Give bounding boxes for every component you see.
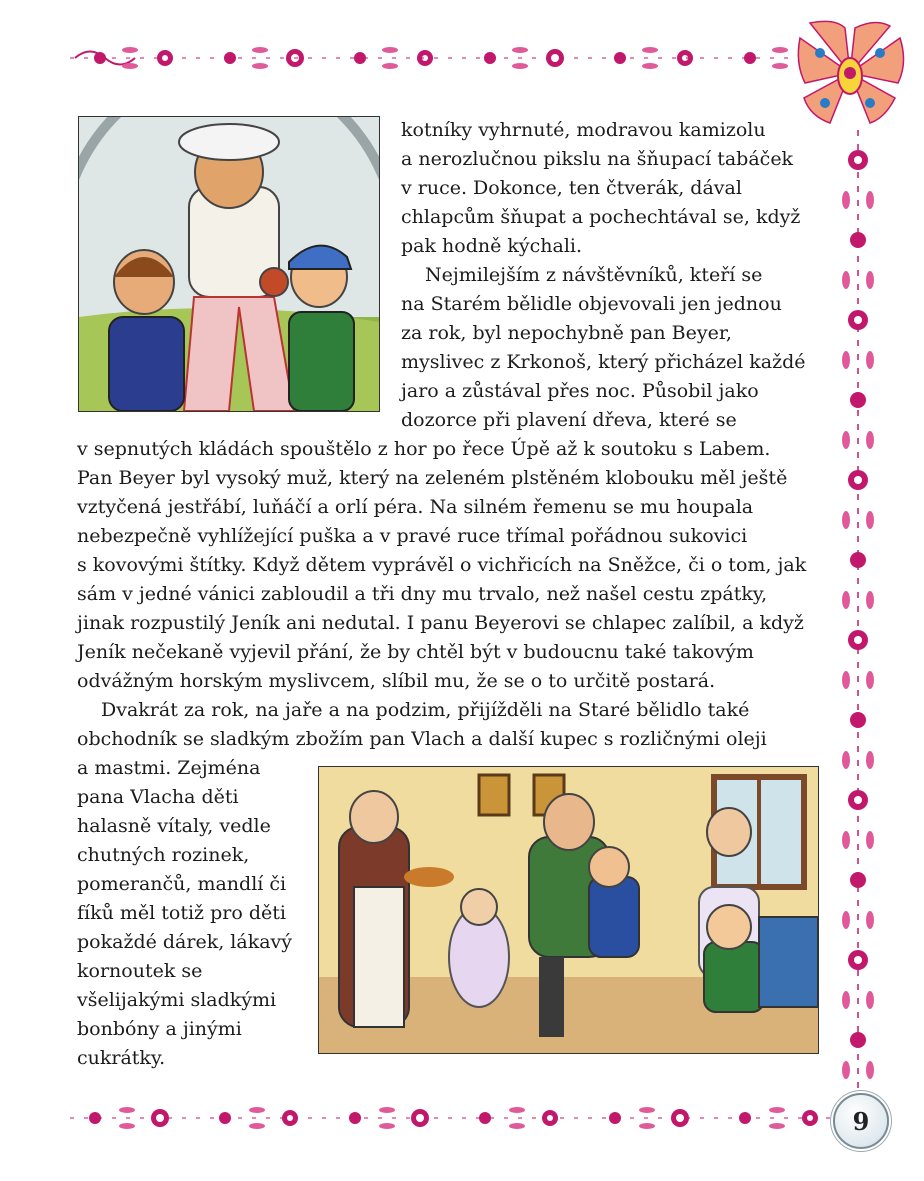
text-line: pak hodně kýchali. (401, 235, 583, 257)
text-line: halasně vítaly, vedle (77, 815, 271, 837)
text-line: a nerozlučnou pikslu na šňupací tabáček (401, 148, 794, 170)
text-line: kotníky vyhrnuté, modravou kamizolu (401, 119, 766, 141)
text-line: Jeník nečekaně vyjevil přání, že by chtěl být v budoucnu také takovým (77, 641, 754, 663)
text-line: v ruce. Dokonce, ten čtverák, dával (401, 177, 742, 199)
text-line: vztyčená jestřábí, luňáčí a orlí péra. Na silném řemenu se mu houpala (77, 496, 754, 518)
text-line: bonbóny a jinými (77, 1018, 242, 1040)
text-line: obchodník se sladkým zbožím pan Vlach a další kupec s rozličnými oleji (77, 728, 767, 750)
text-line: Pan Beyer byl vysoký muž, který na zeleném plstěném klobouku měl ještě (77, 467, 788, 489)
text-line: odvážným horským myslivcem, slíbil mu, že se o to určitě postará. (77, 670, 716, 692)
page-number: 9 (833, 1093, 889, 1149)
family-room-illustration (318, 766, 819, 1054)
text-line: chlapcům šňupat a pochechtával se, když (401, 206, 801, 228)
text-line: a mastmi. Zejména (77, 757, 261, 779)
text-line: sám v jedné vánici zabloudil a tři dny mu trvalo, než našel cestu zpátky, (77, 583, 768, 605)
text-line: chutných rozinek, (77, 844, 250, 866)
bottom-ornament-border (70, 1100, 830, 1136)
text-line: kornoutek se (77, 960, 203, 982)
text-line: myslivec z Krkonoš, který přicházel každé (401, 351, 806, 373)
text-line: s kovovými štítky. Když dětem vyprávěl o vichřicích na Sněžce, či o tom, jak (77, 554, 807, 576)
text-line: nebezpečně vyhlížející puška a v pravé ruce třímal pořádnou sukovici (77, 525, 748, 547)
text-line: pokaždé dárek, lákavý (77, 931, 293, 953)
text-line: jaro a zůstával přes noc. Působil jako (401, 380, 759, 402)
top-ornament-border (70, 40, 805, 76)
text-line: jinak rozpustilý Jeník ani nedutal. I panu Beyerovi se chlapec zalíbil, a když (77, 612, 804, 634)
hunter-with-boys-illustration (78, 116, 380, 412)
text-line: fíků měl totiž pro děti (77, 902, 286, 924)
text-line: v sepnutých kládách spouštělo z hor po řece Úpě až k soutoku s Labem. (77, 438, 771, 460)
text-line: pomerančů, mandlí či (77, 873, 287, 895)
text-line: cukrátky. (77, 1047, 166, 1069)
text-line: všelijakými sladkými (77, 989, 277, 1011)
text-line: pana Vlacha děti (77, 786, 239, 808)
text-line: na Starém bělidle objevovali jen jednou (401, 293, 782, 315)
text-line: Dvakrát za rok, na jaře a na podzim, přijížděli na Staré bělidlo také (101, 699, 750, 721)
text-line: dozorce při plavení dřeva, které se (401, 409, 737, 431)
corner-fan-ornament (790, 18, 910, 128)
text-line: za rok, byl nepochybně pan Beyer, (401, 322, 732, 344)
right-ornament-border (832, 130, 884, 1090)
text-line: Nejmilejším z návštěvníků, kteří se (425, 264, 763, 286)
